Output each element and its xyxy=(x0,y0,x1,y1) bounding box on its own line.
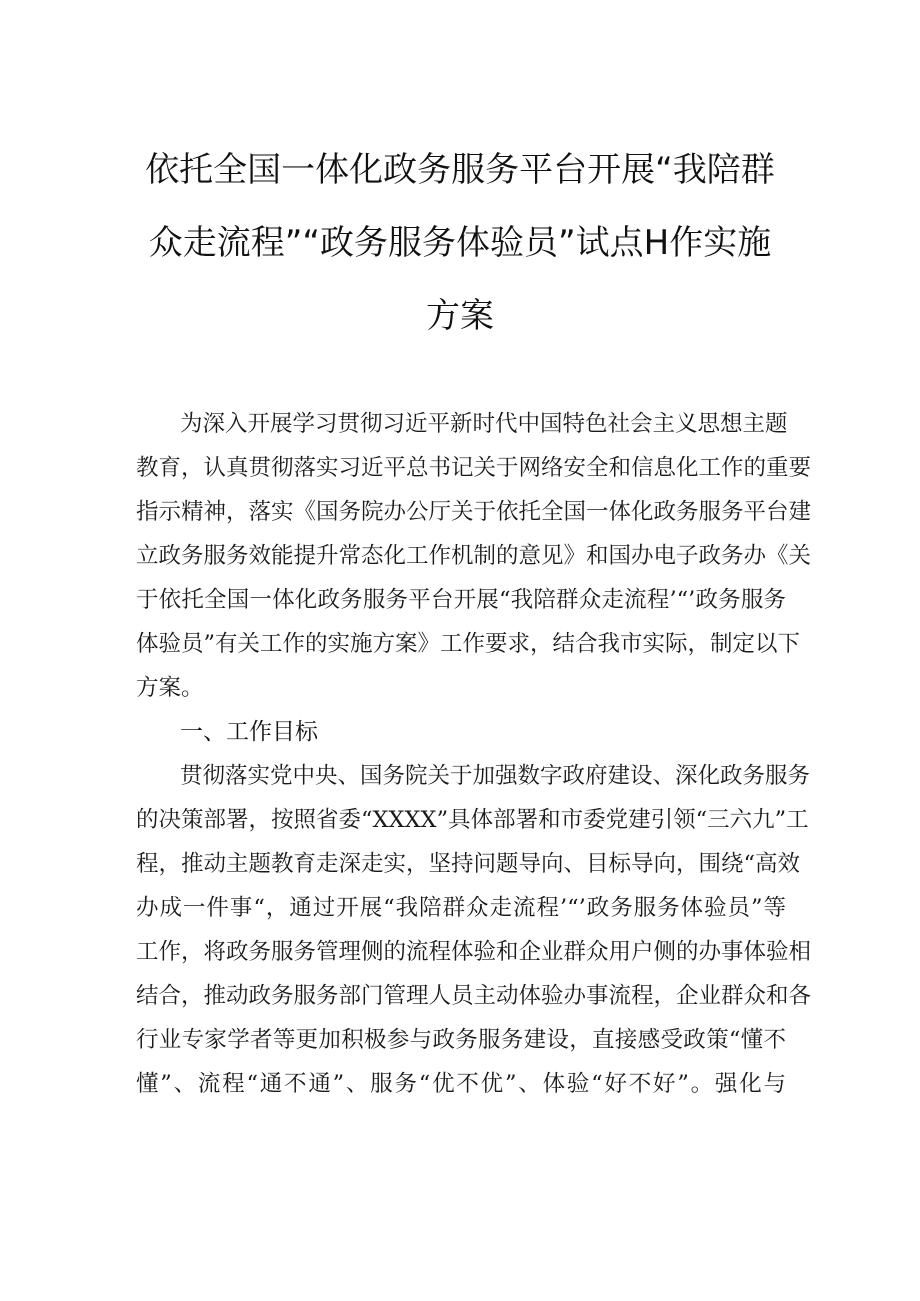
intro-paragraph-line-7: 方案。 xyxy=(136,675,204,701)
intro-paragraph-line-4: 立政务服务效能提升常态化工作机制的意见》和国办电子政务办《关 xyxy=(136,543,812,569)
goal-paragraph-line-2: 的决策部署，按照省委“XXXX”具体部署和市委党建引领“三六九”工 xyxy=(136,807,809,833)
goal-paragraph-line-8: 懂”、流程“通不通”、服务“优不优”、体验“好不好”。强化与 xyxy=(136,1071,786,1097)
document-title-line-3: 方案 xyxy=(426,296,494,336)
section-heading: 一、工作目标 xyxy=(180,719,318,745)
goal-paragraph-line-4: 办成一件事“，通过开展“我陪群众走流程’“’政务服务体验员”等 xyxy=(136,895,786,921)
intro-paragraph-line-6: 体验员”有关工作的实施方案》工作要求，结合我市实际，制定以下 xyxy=(136,631,801,657)
goal-paragraph-line-5: 工作，将政务服务管理侧的流程体验和企业群众用户侧的办事体验相 xyxy=(136,939,812,965)
goal-paragraph-line-7: 行业专家学者等更加积极参与政务服务建设，直接感受政策“懂不 xyxy=(136,1027,786,1053)
document-title-line-2: 众走流程”“政务服务体验员”试点H作实施 xyxy=(148,223,772,263)
intro-paragraph-line-5: 于依托全国一体化政务服务平台开展“我陪群众走流程’“’政务服务 xyxy=(136,587,786,613)
goal-paragraph-line-1: 贯彻落实党中央、国务院关于加强数字政府建设、深化政务服务 xyxy=(180,763,811,789)
intro-paragraph-line-1: 为深入开展学习贯彻习近平新时代中国特色社会主义思想主题 xyxy=(180,411,788,437)
document-title-line-1: 依托全国一体化政务服务平台开展“我陪群 xyxy=(145,150,775,190)
goal-paragraph-line-6: 结合，推动政务服务部门管理人员主动体验办事流程，企业群众和各 xyxy=(136,983,812,1009)
goal-paragraph-line-3: 程，推动主题教育走深走实，坚持问题导向、目标导向，围绕“高效 xyxy=(136,851,801,877)
intro-paragraph-line-2: 教育，认真贯彻落实习近平总书记关于网络安全和信息化工作的重要 xyxy=(136,455,812,481)
intro-paragraph-line-3: 指示精神，落实《国务院办公厅关于依托全国一体化政务服务平台建 xyxy=(136,499,812,525)
